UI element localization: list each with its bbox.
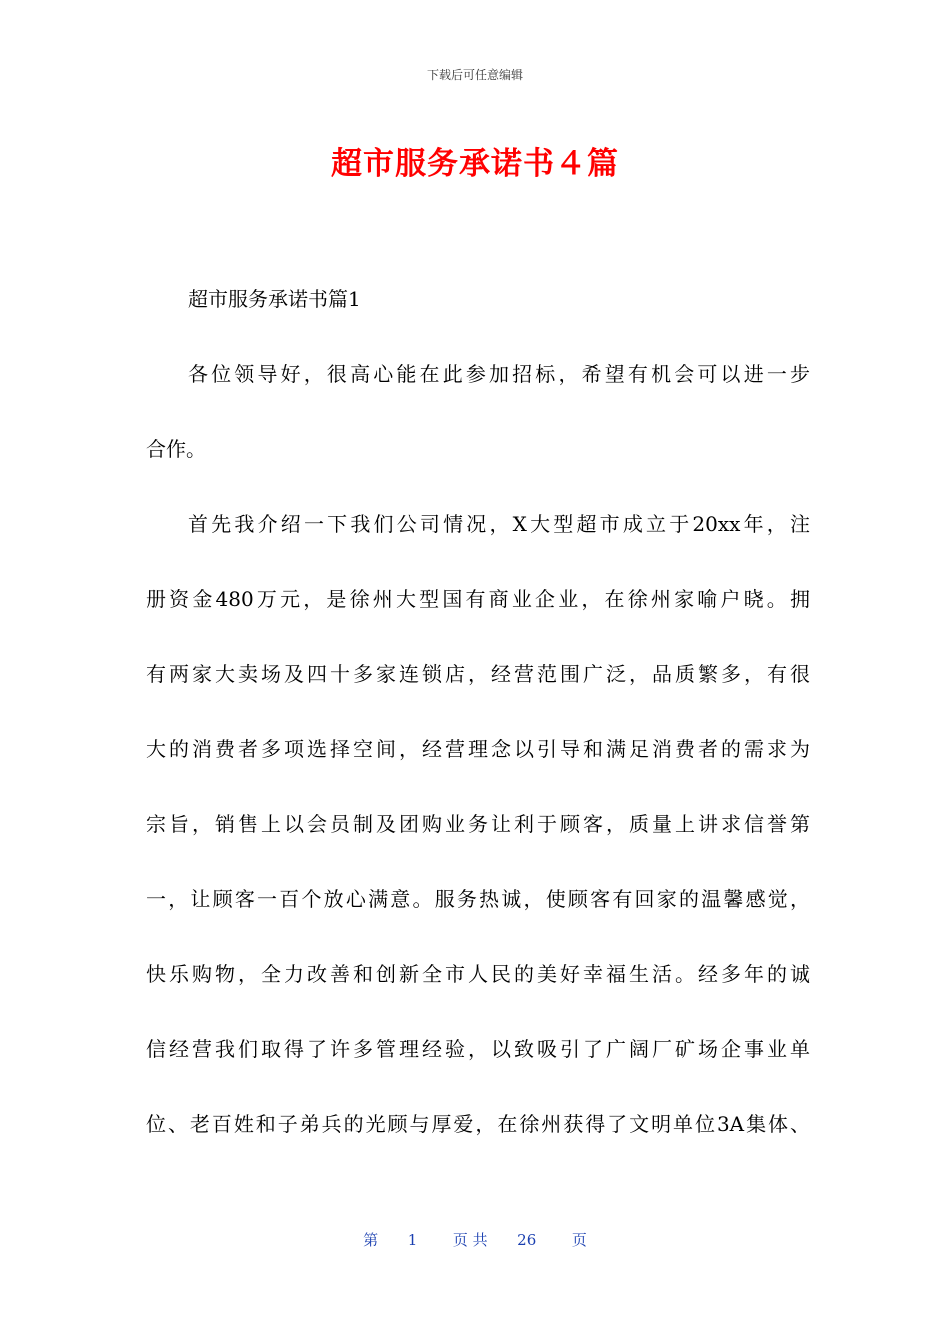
paragraph-line: 有两家大卖场及四十多家连锁店，经营范围广泛，品质繁多，有很 <box>146 662 810 686</box>
paragraph-line: 各位领导好，很高心能在此参加招标，希望有机会可以进一步 <box>188 362 810 386</box>
section-heading: 超市服务承诺书篇1 <box>188 287 361 311</box>
paragraph-line: 册资金480万元，是徐州大型国有商业企业，在徐州家喻户晓。拥 <box>146 587 810 611</box>
paragraph-line: 宗旨，销售上以会员制及团购业务让利于顾客，质量上讲求信誉第 <box>146 812 810 836</box>
document-body <box>146 284 810 1184</box>
page-footer <box>0 1229 950 1250</box>
paragraph-line: 信经营我们取得了许多管理经验，以致吸引了广阔厂矿场企事业单 <box>146 1037 810 1061</box>
page-number: 1 <box>407 1231 418 1249</box>
paragraph-line: 大的消费者多项选择空间，经营理念以引导和满足消费者的需求为 <box>146 737 810 761</box>
paragraph-line: 首先我介绍一下我们公司情况，X大型超市成立于20xx年，注 <box>188 512 810 536</box>
paragraph-line: 快乐购物，全力改善和创新全市人民的美好幸福生活。经多年的诚 <box>146 962 810 986</box>
paragraph-line: 一，让顾客一百个放心满意。服务热诚，使顾客有回家的温馨感觉， <box>146 887 810 911</box>
page-suffix: 页 <box>571 1231 587 1249</box>
total-pages: 26 <box>517 1231 537 1249</box>
paragraph-line: 合作。 <box>146 437 206 461</box>
page-label: 第 <box>363 1231 379 1249</box>
paragraph-line: 位、老百姓和子弟兵的光顾与厚爱，在徐州获得了文明单位3A集体、 <box>146 1112 810 1136</box>
document-title: 超市服务承诺书４篇 <box>331 146 619 182</box>
header-note: 下载后可任意编辑 <box>426 68 523 82</box>
total-label: 页 共 <box>452 1231 488 1249</box>
